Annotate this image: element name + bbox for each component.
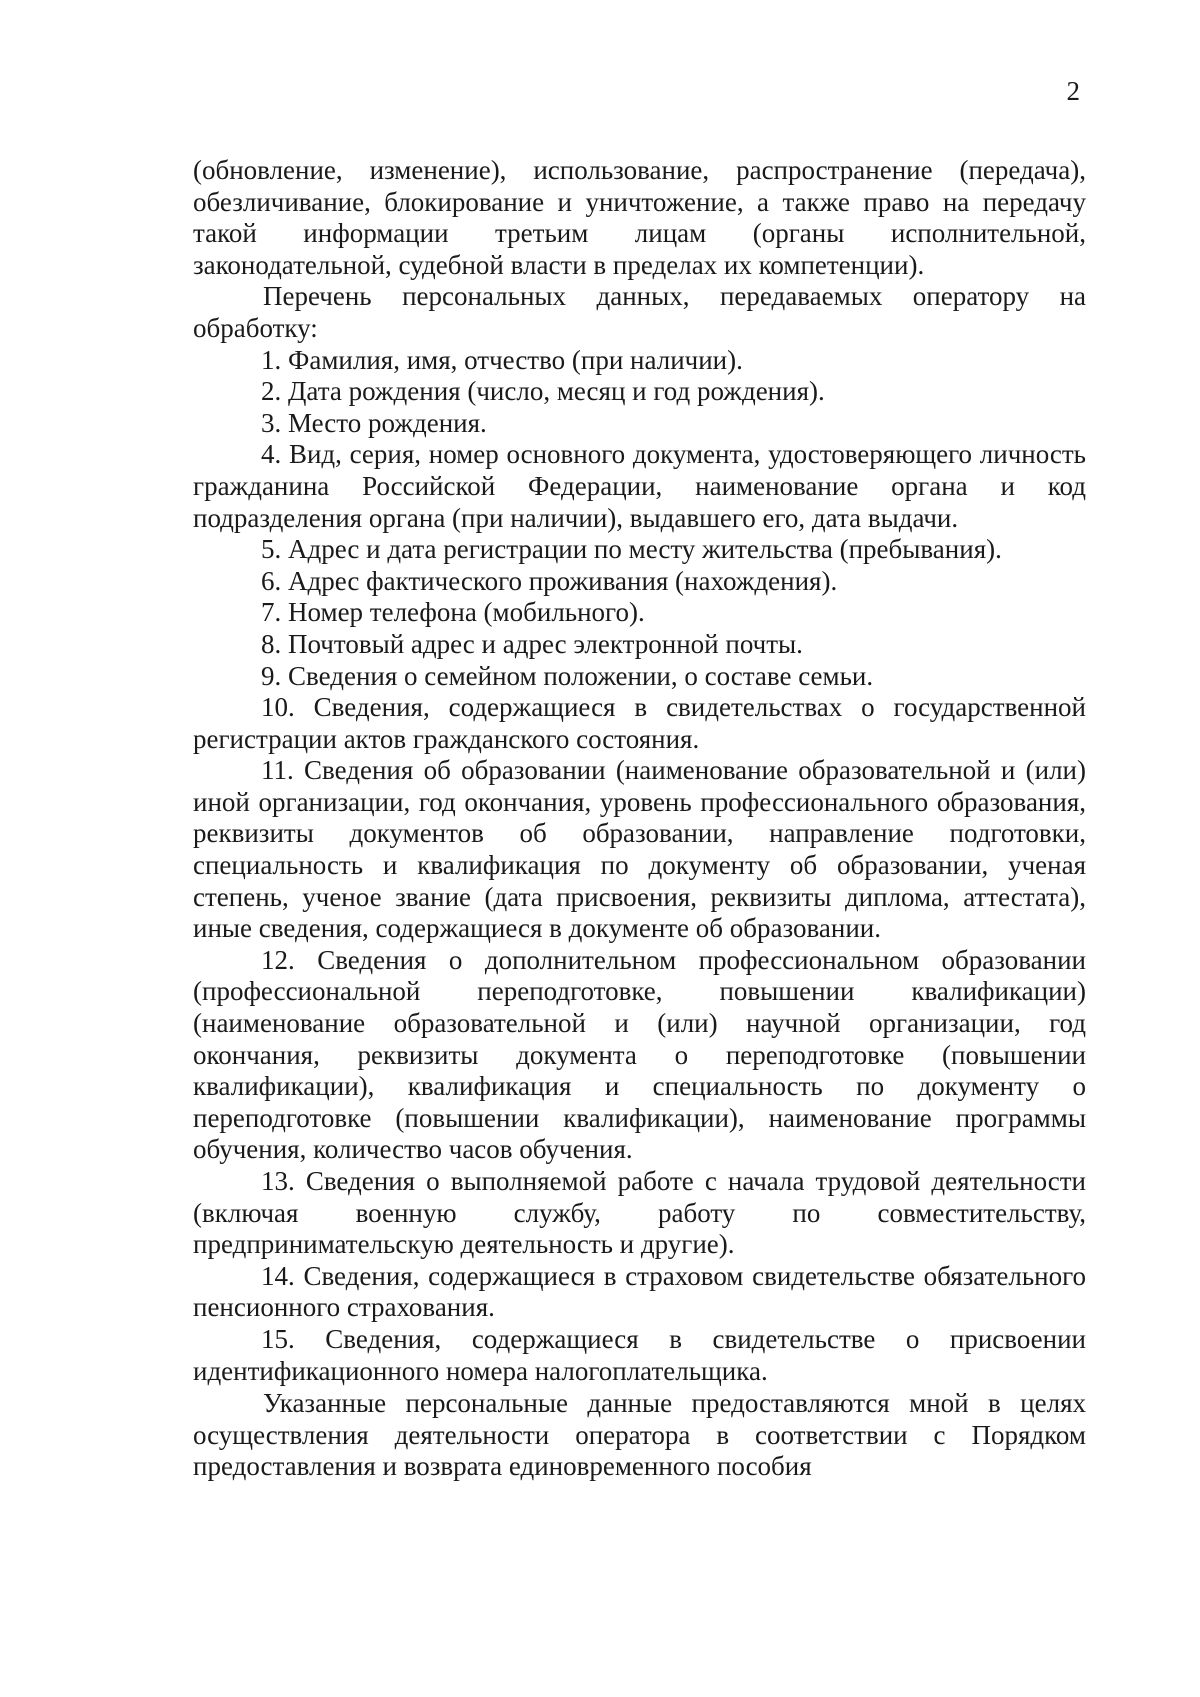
list-item: 10. Сведения, содержащиеся в свидетельствах о государственной регистрации актов гражданского состояния.: [193, 692, 1086, 754]
list-item: 12. Сведения о дополнительном профессиональном образовании (профессиональной переподготовке, повышении квалификации) (наименование образовательной и (или) научной организации, год окончания, реквизиты документа о переподготовке (повышении квалификации), квалификация и специальность по документу о переподготовке (повышении квалификации), наименование программы обучения, количество часов обучения.: [193, 944, 1086, 1165]
list-item: 13. Сведения о выполняемой работе с начала трудовой деятельности (включая военную службу, работу по совместительству, предпринимательскую деятельность и другие).: [193, 1166, 1086, 1260]
list-item: 14. Сведения, содержащиеся в страховом свидетельстве обязательного пенсионного страхования.: [193, 1260, 1086, 1323]
paragraph-list-intro: Перечень персональных данных, передаваемых оператору на обработку:: [193, 281, 1086, 343]
page-number: 2: [1066, 76, 1080, 106]
list-item: 4. Вид, серия, номер основного документа, удостоверяющего личность гражданина Российской Федерации, наименование органа и код подразделения органа (при наличии), выдавшего его, дата выдачи.: [193, 439, 1086, 533]
paragraph-continuation: (обновление, изменение), использование, распространение (передача), обезличивание, блокирование и уничтожение, а также право на передачу такой информации третьим лицам (органы исполнительной, законодательной, судебной власти в пределах их компетенции).: [193, 155, 1086, 280]
list-item: 7. Номер телефона (мобильного).: [261, 597, 645, 628]
list-item: 1. Фамилия, имя, отчество (при наличии).: [261, 344, 743, 375]
list-item: 11. Сведения об образовании (наименование образовательной и (или) иной организации, год окончания, уровень профессионального образования, реквизиты документов об образовании, направление подготовки, специальность и квалификация по документу об образовании, ученая степень, ученое звание (дата присвоения, реквизиты диплома, аттестата), иные сведения, содержащиеся в документе об образовании.: [193, 755, 1086, 944]
list-item: 3. Место рождения.: [261, 407, 487, 438]
list-item: 15. Сведения, содержащиеся в свидетельстве о присвоении идентификационного номера налогоплательщика.: [193, 1323, 1086, 1386]
document-body: [193, 155, 1086, 1483]
list-item: 8. Почтовый адрес и адрес электронной почты.: [261, 628, 803, 659]
list-item: 5. Адрес и дата регистрации по месту жительства (пребывания).: [261, 534, 1002, 565]
list-item: 9. Сведения о семейном положении, о составе семьи.: [261, 660, 874, 691]
list-item: 6. Адрес фактического проживания (нахождения).: [261, 565, 838, 596]
list-item: 2. Дата рождения (число, месяц и год рождения).: [261, 376, 825, 407]
paragraph-purpose: Указанные персональные данные предоставляются мной в целях осуществления деятельности оператора в соответствии с Порядком предоставления и возврата единовременного пособия: [193, 1388, 1086, 1482]
